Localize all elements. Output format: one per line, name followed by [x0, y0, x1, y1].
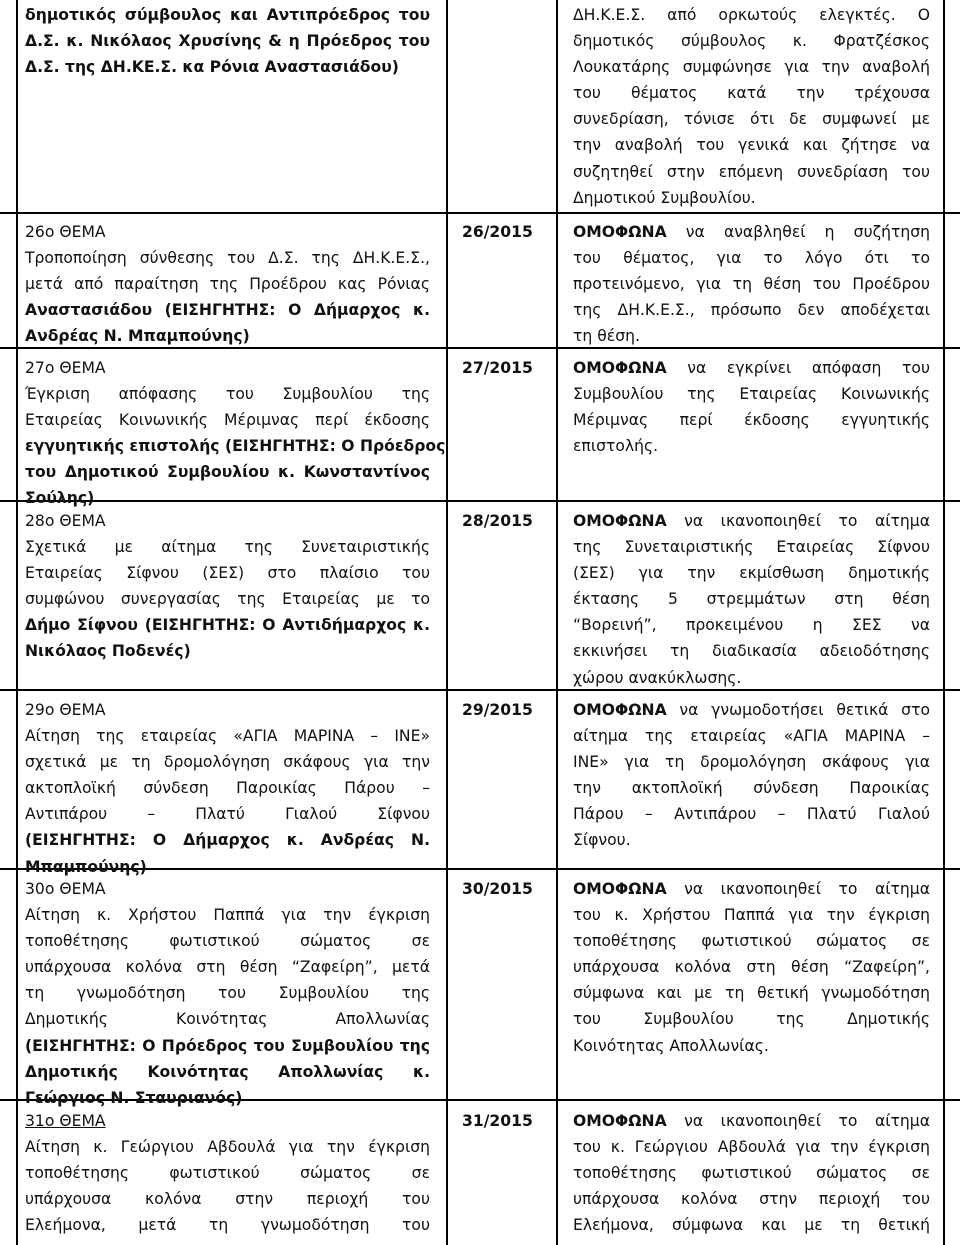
text-line: του κ. Χρήστου Παππά για την έγκριση [573, 906, 930, 925]
decision-cell [573, 2, 930, 211]
text-line: του κ. Γεώργιου Αβδουλά για την έγκριση [573, 1138, 930, 1157]
text-line: υπάρχουσα κολόνα στη θέση “Ζαφείρη”, [573, 958, 930, 977]
decision-cell [573, 355, 930, 459]
decision-cell [573, 219, 930, 349]
text-line: τη θέση. [573, 327, 640, 346]
text-line: Αίτηση κ. Χρήστου Παππά για την έγκριση [25, 906, 430, 925]
text-line: Αναστασιάδου (ΕΙΣΗΓΗΤΗΣ: Ο Δήμαρχος κ. [25, 301, 430, 320]
text-line: συνεδρίαση, τόνισε ότι δε συμφωνεί με [573, 110, 930, 129]
text-line: του Δημοτικού Συμβουλίου κ. Κωνσταντίνος [25, 463, 430, 482]
text-line: ΙΝΕ» για τη δρομολόγηση σκάφους για [573, 753, 930, 772]
table-border-right [943, 0, 945, 1245]
text-line: δημοτικός σύμβουλος και Αντιπρόεδρος του [25, 6, 430, 24]
topic-cell [25, 1108, 430, 1238]
topic-cell [25, 508, 430, 665]
text-line: (ΕΙΣΗΓΗΤΗΣ: Ο Πρόεδρος του Συμβουλίου της [25, 1036, 430, 1055]
text-line: σύμφωνα και με τη θετική γνωμοδότηση [573, 984, 930, 1003]
table-border-left [16, 0, 18, 1245]
text-line: Λουκατάρης συμφώνησε για την αναβολή [573, 58, 930, 77]
text-line: Εταιρείας Σίφνου (ΣΕΣ) στο πλαίσιο του [25, 564, 430, 583]
topic-cell [25, 355, 446, 512]
text-line: Αίτηση της εταιρείας «ΑΓΙΑ ΜΑΡΙΝΑ – ΙΝΕ» [25, 727, 430, 746]
text-line: Ανδρέας Ν. Μπαμπούνης) [25, 327, 250, 346]
decision-number: 31/2015 [462, 1112, 533, 1130]
text-line: τοποθέτησης φωτιστικού σώματος σε [573, 932, 930, 951]
topic-cell [25, 2, 430, 80]
text-line: Νικόλαος Ποδενές) [25, 642, 191, 661]
decision-cell [573, 876, 930, 1059]
text-line: τοποθέτησης φωτιστικού σώματος σε [25, 1164, 430, 1183]
text-line: τοποθέτησης φωτιστικού σώματος σε [573, 1164, 930, 1183]
text-line: Σίφνου. [573, 831, 631, 850]
text-line: Κοινότητας Απολλωνίας. [573, 1036, 769, 1055]
text-line: ΟΜΟΦΩΝΑ να αναβληθεί η συζήτηση [573, 223, 930, 241]
text-line: Σούλης) [25, 489, 95, 508]
topic-cell [25, 219, 430, 349]
text-line: της Συνεταιριστικής Εταιρείας Σίφνου [573, 538, 930, 557]
text-line: Εταιρείας Κοινωνικής Μέριμνας περί έκδοσης [25, 411, 430, 430]
text-line: Δ.Σ. της ΔΗ.ΚΕ.Σ. κα Ρόνια Αναστασιάδου) [25, 58, 399, 77]
topic-cell [25, 697, 430, 880]
text-line: Σχετικά με αίτημα της Συνεταιριστικής [25, 538, 430, 557]
text-line: Έγκριση απόφασης του Συμβουλίου της [25, 385, 430, 404]
text-line: Δημοτικής Κοινότητας Απολλωνίας [25, 1010, 430, 1029]
text-line: ΔΗ.Κ.Ε.Σ. από ορκωτούς ελεγκτές. Ο [573, 6, 930, 24]
text-line: αίτημα της εταιρείας «ΑΓΙΑ ΜΑΡΙΝΑ – [573, 727, 930, 746]
text-line: 29ο ΘΕΜΑ [25, 701, 106, 719]
decision-cell [573, 508, 930, 691]
text-line: του Συμβουλίου της Δημοτικής [573, 1010, 930, 1029]
text-line: Δημοτικού Συμβουλίου. [573, 188, 756, 207]
text-line: του θέματος, για το λόγο ότι το [573, 249, 930, 268]
row-divider [0, 212, 960, 214]
text-line: υπάρχουσα κολόνα στη θέση “Ζαφείρη”, μετά [25, 958, 430, 977]
text-line: ΟΜΟΦΩΝΑ να ικανοποιηθεί το αίτημα [573, 512, 930, 530]
text-line: “Βορεινή”, προκειμένου η ΣΕΣ να [573, 616, 930, 635]
text-line: ΟΜΟΦΩΝΑ να γνωμοδοτήσει θετικά στο [573, 701, 930, 719]
text-line: ακτοπλοϊκή σύνδεση Παροικίας Πάρου – [25, 779, 430, 798]
text-line: προτεινόμενο, για τη θέση του Προέδρου [573, 275, 930, 294]
text-line: επιστολής. [573, 437, 659, 456]
text-line: Μέριμνας περί έκδοσης εγγυητικής [573, 411, 930, 430]
text-line: του θέματος κατά την τρέχουσα [573, 84, 930, 103]
text-line: 26ο ΘΕΜΑ [25, 223, 106, 241]
text-line: την αναβολή του γενικά και ζήτησε να [573, 136, 930, 155]
text-line: Δ.Σ. κ. Νικόλαος Χρυσίνης & η Πρόεδρος του [25, 32, 430, 51]
text-line: συζητηθεί στην επόμενη συνεδρίαση του [573, 162, 930, 181]
text-line: την ακτοπλοϊκή σύνδεση Παροικίας [573, 779, 930, 798]
text-line: Μπαμπούνης) [25, 857, 147, 876]
text-line: 27ο ΘΕΜΑ [25, 359, 106, 377]
decision-cell [573, 697, 930, 854]
text-line: μετά από παραίτηση της Προέδρου κας Ρόνιας [25, 275, 430, 294]
text-line: (ΣΕΣ) για την εκμίσθωση δημοτικής [573, 564, 930, 583]
text-line: Αντιπάρου – Πλατύ Γιαλού Σίφνου [25, 805, 430, 824]
text-line: συμφώνου συνεργασίας της Εταιρείας με το [25, 590, 430, 609]
decision-number: 26/2015 [462, 223, 533, 241]
text-line: Ελεήμονα, μετά τη γνωμοδότηση του [25, 1216, 430, 1235]
text-line: Πάρου – Αντιπάρου – Πλατύ Γιαλού [573, 805, 930, 824]
decision-cell [573, 1108, 930, 1238]
text-line: 30ο ΘΕΜΑ [25, 880, 106, 898]
text-line: της ΔΗ.Κ.Ε.Σ., πρόσωπο δεν αποδέχεται [573, 301, 930, 320]
text-line: 31ο ΘΕΜΑ [25, 1112, 106, 1130]
topic-cell [25, 876, 430, 1111]
text-line: Τροποποίηση σύνθεσης του Δ.Σ. της ΔΗ.Κ.Ε.Σ., [25, 249, 430, 268]
text-line: ΟΜΟΦΩΝΑ να εγκρίνει απόφαση του [573, 359, 930, 377]
column-divider-1 [446, 0, 448, 1245]
text-line: ΟΜΟΦΩΝΑ να ικανοποιηθεί το αίτημα [573, 1112, 930, 1130]
text-line: έκτασης 5 στρεμμάτων στη θέση [573, 590, 930, 609]
decision-number: 27/2015 [462, 359, 533, 377]
decision-number: 28/2015 [462, 512, 533, 530]
text-line: Δήμο Σίφνου (ΕΙΣΗΓΗΤΗΣ: Ο Αντιδήμαρχος κ. [25, 616, 430, 635]
text-line: δημοτικός σύμβουλος κ. Φρατζέσκος [573, 32, 930, 51]
decision-number: 30/2015 [462, 880, 533, 898]
column-divider-2 [556, 0, 558, 1245]
decision-number: 29/2015 [462, 701, 533, 719]
text-line: Αίτηση κ. Γεώργιου Αβδουλά για την έγκριση [25, 1138, 430, 1157]
text-line: σχετικά με τη δρομολόγηση σκάφους για την [25, 753, 430, 772]
text-line: ΟΜΟΦΩΝΑ να ικανοποιηθεί το αίτημα [573, 880, 930, 898]
text-line: τοποθέτησης φωτιστικού σώματος σε [25, 932, 430, 951]
text-line: εκκινήσει τη διαδικασία αδειοδότησης [573, 642, 930, 661]
text-line: 28ο ΘΕΜΑ [25, 512, 106, 530]
text-line: Ελεήμονα, σύμφωνα και με τη θετική [573, 1216, 930, 1235]
text-line: υπάρχουσα κολόνα στην περιοχή του [573, 1190, 930, 1209]
text-line: χώρου ανακύκλωσης. [573, 668, 742, 687]
text-line: Δημοτικής Κοινότητας Απολλωνίας κ. [25, 1062, 430, 1081]
text-line: (ΕΙΣΗΓΗΤΗΣ: Ο Δήμαρχος κ. Ανδρέας Ν. [25, 831, 430, 850]
text-line: εγγυητικής επιστολής (ΕΙΣΗΓΗΤΗΣ: Ο Πρόεδρος [25, 437, 446, 456]
text-line: τη γνωμοδότηση του Συμβουλίου της [25, 984, 430, 1003]
text-line: Συμβουλίου της Εταιρείας Κοινωνικής [573, 385, 930, 404]
text-line: υπάρχουσα κολόνα στην περιοχή του [25, 1190, 430, 1209]
text-line: Γεώργιος Ν. Σταυριανός) [25, 1088, 243, 1107]
